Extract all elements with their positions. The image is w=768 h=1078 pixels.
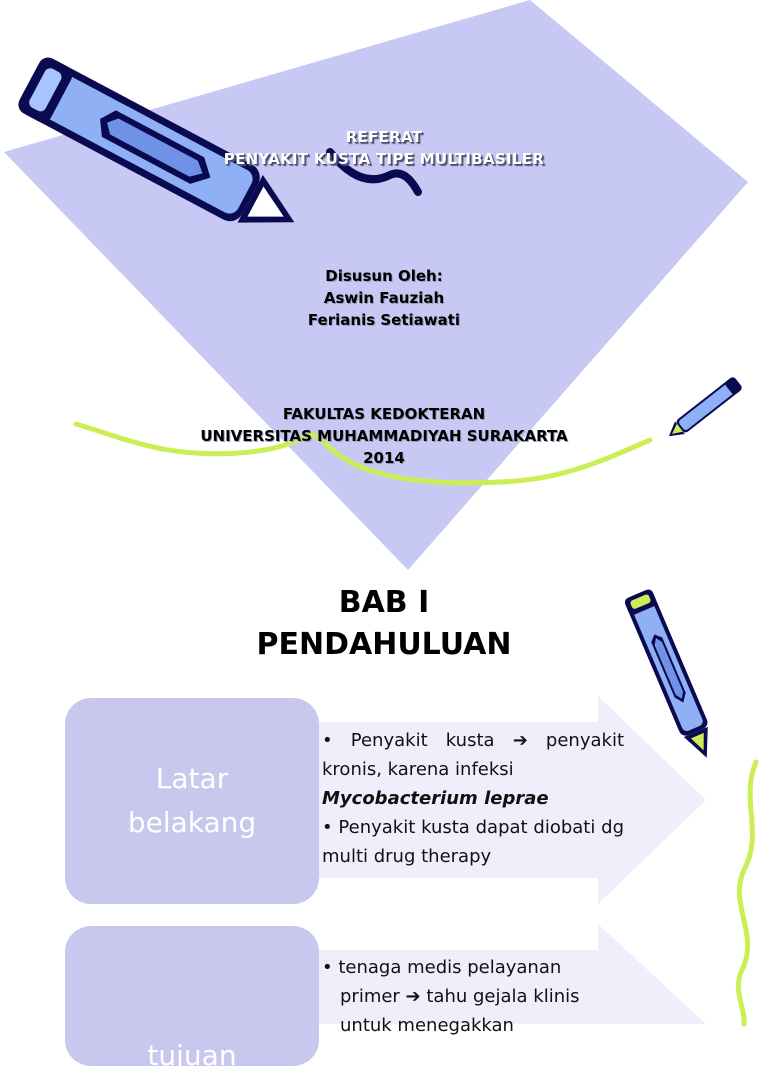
university-name: UNIVERSITAS MUHAMMADIYAH SURAKARTA (200, 427, 568, 445)
institution-block (0, 403, 768, 469)
section-label-latar-belakang (65, 698, 319, 904)
author-name-1: Aswin Fauziah (323, 289, 445, 307)
author-label: Disusun Oleh: (325, 267, 443, 285)
chapter-slide (0, 570, 768, 1072)
slide-title (0, 126, 768, 170)
bullet-multi-drug-therapy: • Penyakit kusta dapat diobati dg multi drug therapy (322, 817, 624, 867)
faculty-name: FAKULTAS KEDOKTERAN (282, 405, 486, 423)
bullet-tenaga-medis: • tenaga medis pelayanan primer ➔ tahu gejala klinis untuk menegakkan (322, 957, 580, 1036)
section-label-tujuan (65, 926, 319, 1072)
year: 2014 (363, 449, 405, 467)
section-label-line: belakang (127, 806, 257, 839)
section-label-line: tujuan (147, 1039, 237, 1072)
section-label-line: Latar (155, 762, 229, 795)
bullet-kusta-kronis: • Penyakit kusta ➔ penyakit kronis, karena infeksi (322, 730, 624, 780)
section-content-tujuan (322, 953, 624, 1040)
chapter-title: PENDAHULUAN (256, 627, 512, 662)
author-name-2: Ferianis Setiawati (307, 311, 461, 329)
chapter-number: BAB I (338, 585, 430, 620)
section-content-latar-belakang (322, 726, 624, 871)
author-block (0, 265, 768, 331)
organism-name: Mycobacterium leprae (322, 788, 549, 809)
title-line-referat: REFERAT (345, 128, 423, 146)
title-line-topic: PENYAKIT KUSTA TIPE MULTIBASILER (223, 150, 545, 168)
